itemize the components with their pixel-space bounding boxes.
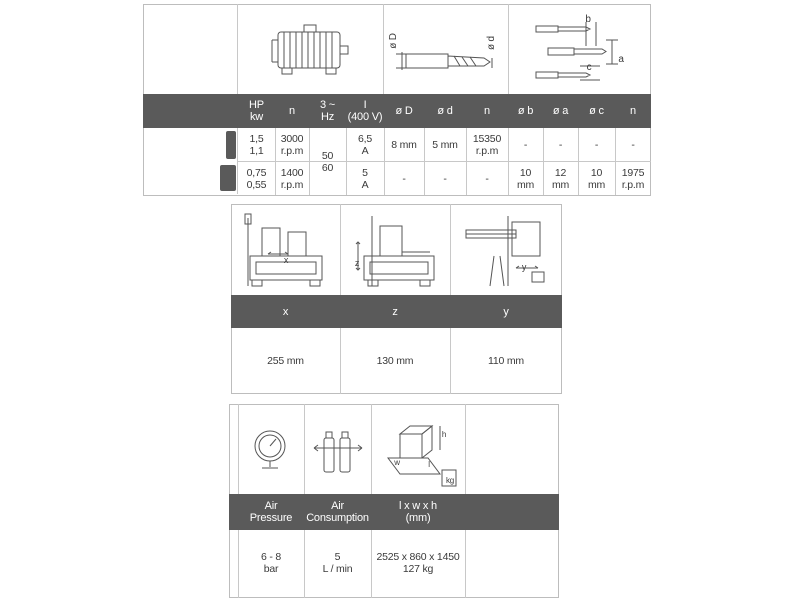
axis-z-label: z: [354, 258, 360, 268]
header-c: ø c: [578, 94, 615, 128]
header-air-pressure: Air Pressure: [238, 494, 304, 530]
air-consumption-value: 5 L / min: [322, 551, 353, 575]
header-dimensions: l x w x h (mm): [371, 494, 465, 530]
row2-current: 5 A: [361, 166, 369, 191]
header-n2: n: [466, 94, 508, 128]
motor-icon: [270, 22, 360, 82]
row2-d: -: [443, 172, 447, 185]
row2-n3: 1975 r.p.m: [621, 166, 645, 191]
air-pressure-value: 6 - 8 bar: [260, 551, 281, 575]
diameter-D-label: ø D: [388, 33, 399, 49]
hz-value: 50 60: [321, 149, 334, 174]
row2-c: 10 mm: [587, 166, 606, 191]
axis-x-label: x: [283, 255, 289, 265]
row2-n: 1400 r.p.m: [280, 166, 304, 191]
row1-b: -: [523, 138, 528, 151]
header-a: ø a: [543, 94, 578, 128]
row1-c: -: [594, 138, 599, 151]
header-air-consumption: Air Consumption: [304, 494, 371, 530]
header-current: I (400 V): [346, 94, 384, 128]
dim-l-label: l: [428, 460, 430, 469]
dim-a-label: a: [618, 54, 624, 65]
mortise-bits-row-icon: [220, 165, 236, 191]
row2-b: 10 mm: [516, 166, 535, 191]
header-b: ø b: [508, 94, 543, 128]
dimensions-weight-value: 2525 x 860 x 1450 127 kg: [376, 551, 460, 575]
row1-current: 6,5 A: [358, 132, 372, 157]
machine-y-axis-diagram: [460, 212, 552, 290]
row1-a: -: [558, 138, 563, 151]
dim-h-label: h: [441, 430, 447, 439]
divider: [383, 4, 384, 94]
row2-hp: 0,75 0,55: [246, 166, 267, 191]
travel-y-value: 110 mm: [488, 355, 524, 367]
header-n3: n: [615, 94, 651, 128]
header-z: z: [340, 295, 450, 328]
row2-a: 12 mm: [551, 166, 570, 191]
machine-z-axis-diagram: [350, 212, 442, 290]
header-x: x: [231, 295, 340, 328]
row1-D: 8 mm: [391, 138, 417, 151]
divider: [508, 4, 509, 94]
row2-n2: -: [485, 172, 489, 185]
header-D: ø D: [384, 94, 424, 128]
travel-z-value: 130 mm: [376, 355, 414, 367]
row1-n: 3000 r.p.m: [280, 132, 304, 157]
row2-D: -: [402, 172, 406, 185]
row1-d: 5 mm: [432, 138, 458, 151]
header-y: y: [450, 295, 562, 328]
diameter-d-label: ø d: [486, 36, 497, 50]
header-hz: 3 ~ Hz: [309, 94, 346, 128]
mortise-bits-diagram: [520, 18, 630, 90]
row1-hp: 1,5 1,1: [249, 132, 264, 157]
machine-x-axis-diagram: [240, 212, 332, 290]
dim-b-label: b: [585, 14, 591, 25]
pressure-gauge-icon: [250, 428, 292, 472]
row1-n3: -: [631, 138, 635, 151]
travel-x-value: 255 mm: [267, 355, 304, 367]
drill-bit-row-icon: [226, 131, 236, 159]
header-d: ø d: [424, 94, 466, 128]
weight-kg-label: kg: [445, 476, 455, 485]
row1-n2: 15350 r.p.m: [472, 132, 502, 157]
header-hp-kw: HP kw: [238, 94, 275, 128]
air-filter-icon: [312, 428, 364, 478]
dim-c-label: c: [586, 62, 592, 73]
dim-w-label: w: [394, 458, 400, 467]
header-n: n: [275, 94, 309, 128]
axis-y-label: y: [521, 262, 527, 272]
